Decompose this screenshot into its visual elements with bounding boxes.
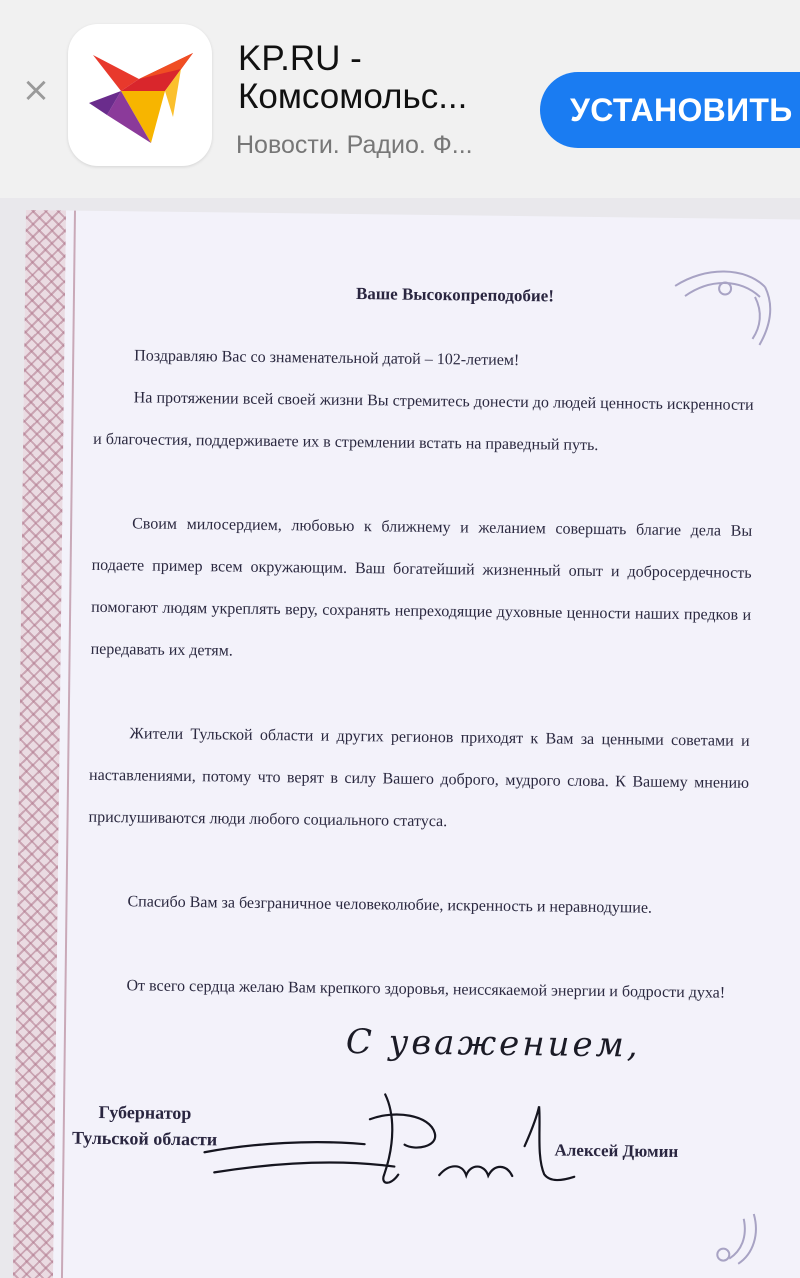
letter-paragraph: От всего сердца желаю Вам крепкого здоровья, неиссякаемой энергии и бодрости духа! — [126, 977, 726, 1002]
letter-paper — [13, 210, 800, 1278]
letter-heading: Ваше Высокопреподобие! — [355, 284, 555, 306]
app-title[interactable] — [238, 40, 528, 116]
letter-paragraph: Своим милосердием, любовью к ближнему и желанием совершать благие дела Вы подаете пример всем окружающим. Ваш богатейший жизненный опыт и добросердечность помогают людям укреплять веру, сохранять непреходящие духовные ценности наших предков и передавать их детям. — [90, 515, 753, 660]
letter-paragraph: На протяжении всей своей жизни Вы стремитесь донести до людей ценность искренности и благочестия, поддерживаете их в стремлении встать на праведный путь. — [93, 389, 754, 455]
app-icon[interactable] — [68, 24, 212, 166]
handwritten-note: С уважением, — [345, 1021, 641, 1066]
app-title-line2: Комсомольс... — [238, 78, 468, 116]
letter-paragraph: Поздравляю Вас со знаменательной датой – 102-летием! — [134, 347, 520, 370]
app-title-line1: KP.RU - — [238, 40, 362, 78]
app-subtitle: Новости. Радио. Ф... — [236, 131, 473, 159]
smart-app-banner — [0, 0, 800, 198]
letter-paragraph: Жители Тульской области и других регионов приходят к Вам за ценными советами и наставлениями, потому что верят в силу Вашего доброго, мудрого слова. К Вашему мнению прислушиваются люди любого социального статуса. — [88, 725, 750, 831]
letter-photo — [0, 198, 800, 1278]
install-button[interactable]: УСТАНОВИТЬ — [540, 72, 800, 148]
signer-title-line2: Тульской области — [71, 1127, 218, 1150]
signer-name: Алексей Дюмин — [554, 1140, 679, 1162]
close-icon[interactable]: × — [21, 70, 51, 110]
swallow-logo-icon — [81, 45, 199, 145]
letter-body — [88, 211, 786, 1002]
letter-paragraph: Спасибо Вам за безграничное человеколюбие, искренность и неравнодушие. — [127, 893, 653, 917]
bottom-ornament-icon — [683, 1208, 764, 1269]
signer-title-line1: Губернатор — [98, 1101, 192, 1124]
signature-icon — [194, 1072, 596, 1207]
corner-ornament-icon — [664, 266, 775, 347]
